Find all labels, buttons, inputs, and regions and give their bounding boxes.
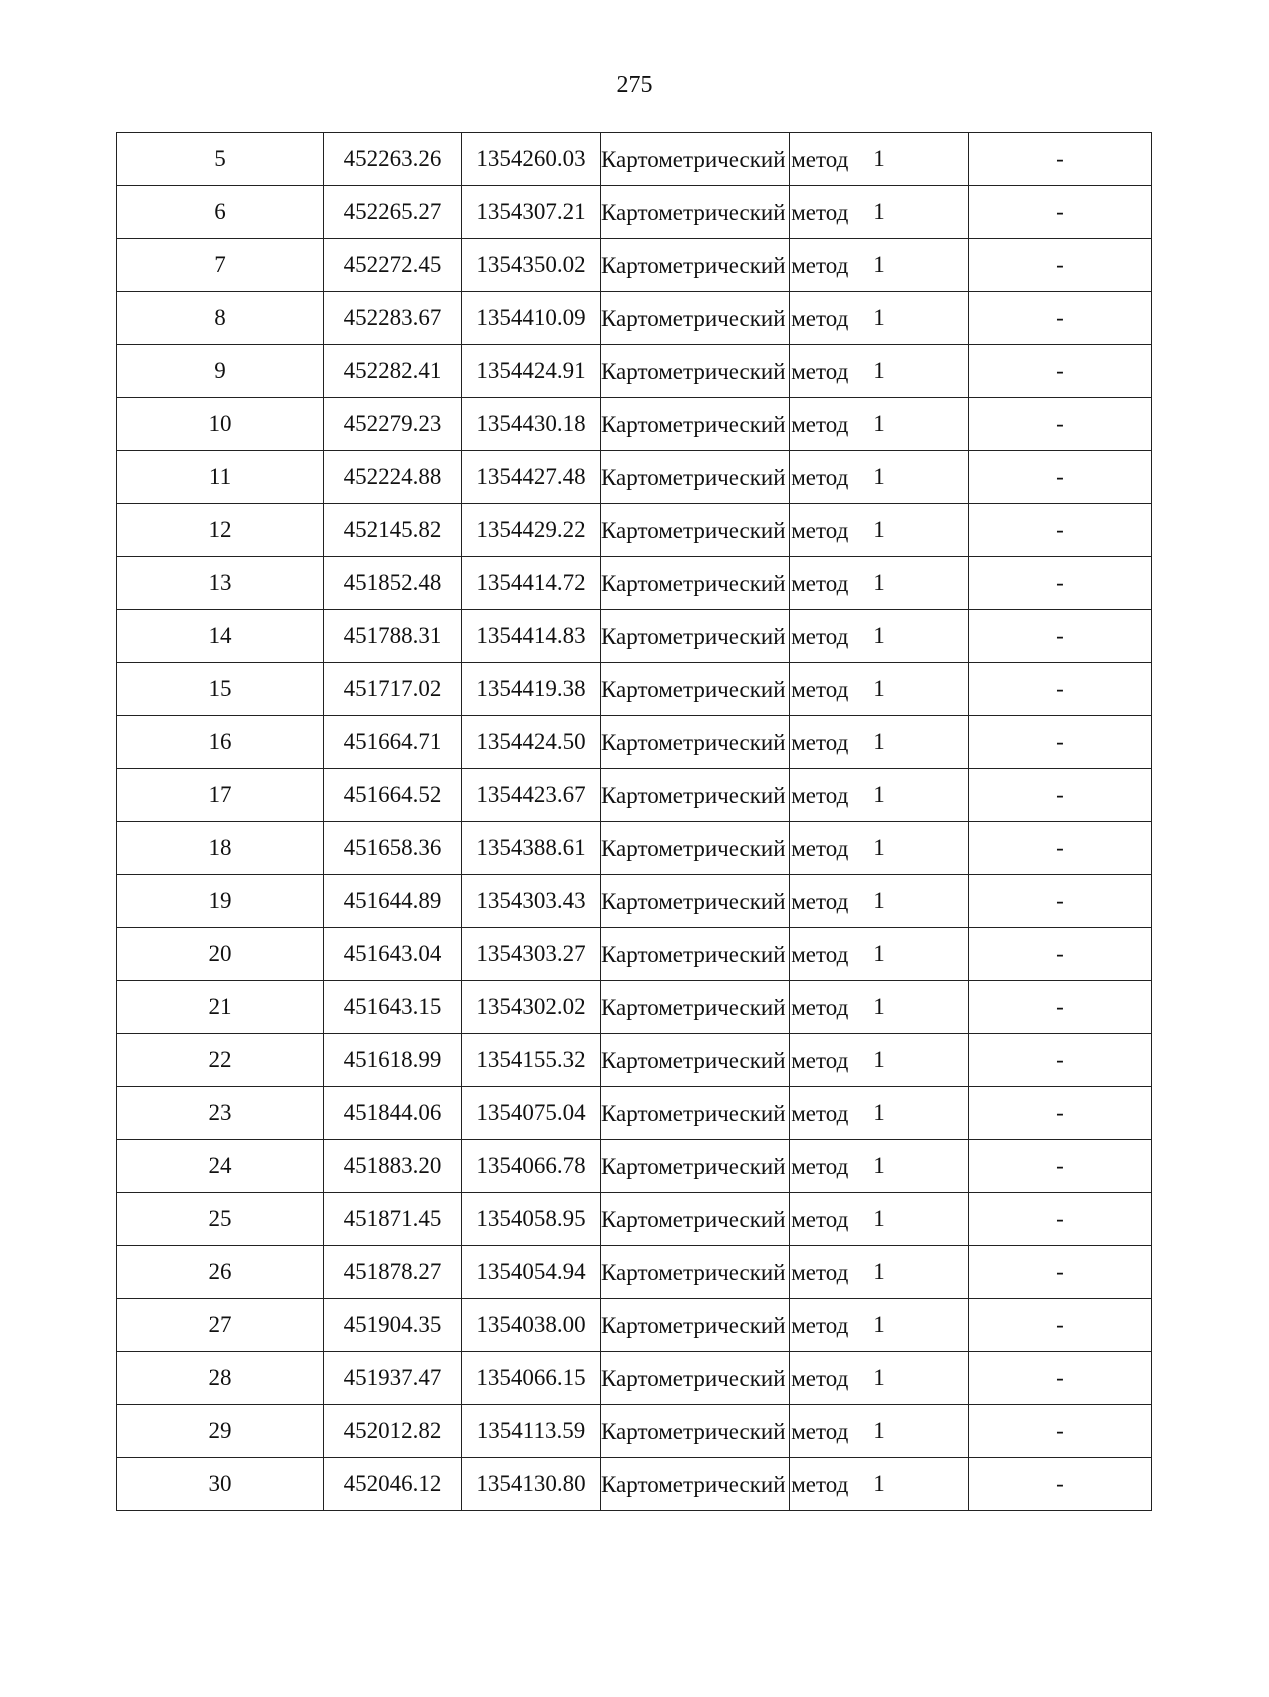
- table-row: [117, 1034, 1152, 1087]
- method-text: Картометрический метод: [601, 1366, 849, 1391]
- accuracy-cell: 1: [790, 928, 969, 981]
- point-number-cell: 13: [117, 557, 324, 610]
- method-cell: [601, 981, 849, 1034]
- table-row: [117, 663, 1152, 716]
- coordinate-y-cell: 1354130.80: [462, 1458, 601, 1511]
- description-cell: -: [969, 186, 1152, 239]
- coordinate-y-cell: 1354430.18: [462, 398, 601, 451]
- point-number-cell: 23: [117, 1087, 324, 1140]
- method-cell: [601, 928, 849, 981]
- coordinate-x-cell: 451883.20: [324, 1140, 462, 1193]
- point-number-cell: 5: [117, 133, 324, 186]
- description-cell: -: [969, 769, 1152, 822]
- coordinate-y-cell: 1354424.50: [462, 716, 601, 769]
- coordinate-x-cell: 451717.02: [324, 663, 462, 716]
- coordinate-y-cell: 1354303.27: [462, 928, 601, 981]
- coordinate-x-cell: 452145.82: [324, 504, 462, 557]
- method-text: Картометрический метод: [601, 147, 849, 172]
- table-row: [117, 1140, 1152, 1193]
- table-row: [117, 239, 1152, 292]
- accuracy-cell: 1: [790, 239, 969, 292]
- method-text: Картометрический метод: [601, 889, 849, 914]
- description-cell: -: [969, 928, 1152, 981]
- coordinate-x-cell: 451643.04: [324, 928, 462, 981]
- accuracy-cell: 1: [790, 663, 969, 716]
- point-number-cell: 29: [117, 1405, 324, 1458]
- accuracy-cell: 1: [790, 451, 969, 504]
- coordinate-y-cell: 1354429.22: [462, 504, 601, 557]
- point-number-cell: 21: [117, 981, 324, 1034]
- coordinate-y-cell: 1354388.61: [462, 822, 601, 875]
- method-text: Картометрический метод: [601, 1207, 849, 1232]
- point-number-cell: 19: [117, 875, 324, 928]
- description-cell: -: [969, 1299, 1152, 1352]
- method-cell: [601, 557, 849, 610]
- description-cell: -: [969, 1087, 1152, 1140]
- coordinate-x-cell: 451852.48: [324, 557, 462, 610]
- coordinate-y-cell: 1354038.00: [462, 1299, 601, 1352]
- accuracy-cell: 1: [790, 186, 969, 239]
- coordinate-x-cell: 452282.41: [324, 345, 462, 398]
- accuracy-cell: 1: [790, 504, 969, 557]
- accuracy-cell: 1: [790, 133, 969, 186]
- table-row: [117, 981, 1152, 1034]
- table-row: [117, 1299, 1152, 1352]
- point-number-cell: 16: [117, 716, 324, 769]
- description-cell: -: [969, 822, 1152, 875]
- accuracy-cell: 1: [790, 610, 969, 663]
- table-row: [117, 875, 1152, 928]
- point-number-cell: 18: [117, 822, 324, 875]
- method-cell: [601, 1458, 849, 1511]
- method-text: Картометрический метод: [601, 730, 849, 755]
- method-text: Картометрический метод: [601, 1419, 849, 1444]
- method-text: Картометрический метод: [601, 1048, 849, 1073]
- coordinate-x-cell: 451664.52: [324, 769, 462, 822]
- description-cell: -: [969, 504, 1152, 557]
- coordinate-x-cell: 452283.67: [324, 292, 462, 345]
- coordinate-x-cell: 451878.27: [324, 1246, 462, 1299]
- table-row: [117, 1246, 1152, 1299]
- table-row: [117, 398, 1152, 451]
- accuracy-cell: 1: [790, 1458, 969, 1511]
- table-row: [117, 1193, 1152, 1246]
- coordinate-y-cell: 1354302.02: [462, 981, 601, 1034]
- accuracy-cell: 1: [790, 557, 969, 610]
- description-cell: -: [969, 451, 1152, 504]
- accuracy-cell: 1: [790, 1140, 969, 1193]
- method-cell: [601, 345, 849, 398]
- point-number-cell: 14: [117, 610, 324, 663]
- coordinate-x-cell: 451644.89: [324, 875, 462, 928]
- coordinate-y-cell: 1354155.32: [462, 1034, 601, 1087]
- table-row: [117, 822, 1152, 875]
- method-text: Картометрический метод: [601, 1260, 849, 1285]
- coordinate-x-cell: 451664.71: [324, 716, 462, 769]
- method-cell: [601, 398, 849, 451]
- table-row: [117, 610, 1152, 663]
- point-number-cell: 20: [117, 928, 324, 981]
- method-text: Картометрический метод: [601, 1472, 849, 1497]
- coordinate-y-cell: 1354419.38: [462, 663, 601, 716]
- description-cell: -: [969, 398, 1152, 451]
- coordinate-y-cell: 1354414.72: [462, 557, 601, 610]
- description-cell: -: [969, 557, 1152, 610]
- method-cell: [601, 504, 849, 557]
- coordinate-x-cell: 452046.12: [324, 1458, 462, 1511]
- coordinate-x-cell: 451937.47: [324, 1352, 462, 1405]
- coordinate-x-cell: 451658.36: [324, 822, 462, 875]
- coordinate-y-cell: 1354066.78: [462, 1140, 601, 1193]
- method-cell: [601, 1405, 849, 1458]
- coordinate-x-cell: 451904.35: [324, 1299, 462, 1352]
- point-number-cell: 9: [117, 345, 324, 398]
- accuracy-cell: 1: [790, 1193, 969, 1246]
- method-text: Картометрический метод: [601, 200, 849, 225]
- description-cell: -: [969, 1246, 1152, 1299]
- method-cell: [601, 875, 849, 928]
- description-cell: -: [969, 716, 1152, 769]
- coordinate-x-cell: 451643.15: [324, 981, 462, 1034]
- method-text: Картометрический метод: [601, 995, 849, 1020]
- method-cell: [601, 663, 849, 716]
- accuracy-cell: 1: [790, 345, 969, 398]
- coordinate-x-cell: 451871.45: [324, 1193, 462, 1246]
- coordinate-y-cell: 1354427.48: [462, 451, 601, 504]
- accuracy-cell: 1: [790, 1087, 969, 1140]
- method-cell: [601, 1087, 849, 1140]
- coordinate-x-cell: 452263.26: [324, 133, 462, 186]
- method-text: Картометрический метод: [601, 624, 849, 649]
- point-number-cell: 28: [117, 1352, 324, 1405]
- description-cell: -: [969, 292, 1152, 345]
- method-text: Картометрический метод: [601, 1101, 849, 1126]
- description-cell: -: [969, 1405, 1152, 1458]
- coordinate-y-cell: 1354058.95: [462, 1193, 601, 1246]
- description-cell: -: [969, 133, 1152, 186]
- table-row: [117, 1405, 1152, 1458]
- coordinate-y-cell: 1354307.21: [462, 186, 601, 239]
- table-row: [117, 186, 1152, 239]
- point-number-cell: 26: [117, 1246, 324, 1299]
- description-cell: -: [969, 1140, 1152, 1193]
- point-number-cell: 17: [117, 769, 324, 822]
- coordinate-y-cell: 1354423.67: [462, 769, 601, 822]
- coordinate-x-cell: 451618.99: [324, 1034, 462, 1087]
- accuracy-cell: 1: [790, 1034, 969, 1087]
- accuracy-cell: 1: [790, 1352, 969, 1405]
- coordinate-x-cell: 451788.31: [324, 610, 462, 663]
- point-number-cell: 27: [117, 1299, 324, 1352]
- method-cell: [601, 133, 849, 186]
- accuracy-cell: 1: [790, 1246, 969, 1299]
- description-cell: -: [969, 610, 1152, 663]
- method-cell: [601, 610, 849, 663]
- table-row: [117, 716, 1152, 769]
- accuracy-cell: 1: [790, 1299, 969, 1352]
- method-cell: [601, 1140, 849, 1193]
- table-body: [117, 133, 1152, 1511]
- point-number-cell: 22: [117, 1034, 324, 1087]
- method-text: Картометрический метод: [601, 942, 849, 967]
- method-cell: [601, 1299, 849, 1352]
- method-text: Картометрический метод: [601, 783, 849, 808]
- method-cell: [601, 239, 849, 292]
- accuracy-cell: 1: [790, 822, 969, 875]
- table-row: [117, 292, 1152, 345]
- description-cell: -: [969, 1352, 1152, 1405]
- description-cell: -: [969, 345, 1152, 398]
- point-number-cell: 24: [117, 1140, 324, 1193]
- method-text: Картометрический метод: [601, 412, 849, 437]
- table-row: [117, 1458, 1152, 1511]
- coordinate-y-cell: 1354260.03: [462, 133, 601, 186]
- method-text: Картометрический метод: [601, 571, 849, 596]
- method-text: Картометрический метод: [601, 359, 849, 384]
- coordinate-x-cell: 452224.88: [324, 451, 462, 504]
- coordinate-y-cell: 1354414.83: [462, 610, 601, 663]
- method-text: Картометрический метод: [601, 836, 849, 861]
- accuracy-cell: 1: [790, 292, 969, 345]
- description-cell: -: [969, 1034, 1152, 1087]
- description-cell: -: [969, 981, 1152, 1034]
- point-number-cell: 25: [117, 1193, 324, 1246]
- method-text: Картометрический метод: [601, 306, 849, 331]
- description-cell: -: [969, 875, 1152, 928]
- table-row: [117, 133, 1152, 186]
- point-number-cell: 7: [117, 239, 324, 292]
- coordinate-x-cell: 451844.06: [324, 1087, 462, 1140]
- coordinate-y-cell: 1354410.09: [462, 292, 601, 345]
- coordinate-x-cell: 452265.27: [324, 186, 462, 239]
- page-number: 275: [616, 72, 653, 98]
- coordinate-y-cell: 1354075.04: [462, 1087, 601, 1140]
- point-number-cell: 8: [117, 292, 324, 345]
- point-number-cell: 30: [117, 1458, 324, 1511]
- method-text: Картометрический метод: [601, 253, 849, 278]
- point-number-cell: 10: [117, 398, 324, 451]
- method-cell: [601, 1246, 849, 1299]
- method-text: Картометрический метод: [601, 518, 849, 543]
- method-text: Картометрический метод: [601, 1154, 849, 1179]
- table-row: [117, 504, 1152, 557]
- description-cell: -: [969, 663, 1152, 716]
- table-row: [117, 345, 1152, 398]
- accuracy-cell: 1: [790, 875, 969, 928]
- coordinate-y-cell: 1354066.15: [462, 1352, 601, 1405]
- method-cell: [601, 186, 849, 239]
- coordinates-table: [116, 132, 1152, 1511]
- table-row: [117, 451, 1152, 504]
- method-cell: [601, 292, 849, 345]
- coordinate-x-cell: 452279.23: [324, 398, 462, 451]
- accuracy-cell: 1: [790, 981, 969, 1034]
- accuracy-cell: 1: [790, 398, 969, 451]
- method-cell: [601, 1034, 849, 1087]
- accuracy-cell: 1: [790, 769, 969, 822]
- table-row: [117, 1087, 1152, 1140]
- coordinate-x-cell: 452272.45: [324, 239, 462, 292]
- coordinate-y-cell: 1354424.91: [462, 345, 601, 398]
- point-number-cell: 12: [117, 504, 324, 557]
- point-number-cell: 11: [117, 451, 324, 504]
- method-cell: [601, 822, 849, 875]
- method-text: Картометрический метод: [601, 1313, 849, 1338]
- table-row: [117, 928, 1152, 981]
- method-cell: [601, 769, 849, 822]
- method-cell: [601, 1193, 849, 1246]
- point-number-cell: 15: [117, 663, 324, 716]
- table-row: [117, 769, 1152, 822]
- coordinate-y-cell: 1354350.02: [462, 239, 601, 292]
- accuracy-cell: 1: [790, 716, 969, 769]
- coordinate-x-cell: 452012.82: [324, 1405, 462, 1458]
- description-cell: -: [969, 239, 1152, 292]
- description-cell: -: [969, 1458, 1152, 1511]
- table-row: [117, 1352, 1152, 1405]
- table-row: [117, 557, 1152, 610]
- method-text: Картометрический метод: [601, 677, 849, 702]
- coordinate-y-cell: 1354303.43: [462, 875, 601, 928]
- coordinate-y-cell: 1354054.94: [462, 1246, 601, 1299]
- method-text: Картометрический метод: [601, 465, 849, 490]
- method-cell: [601, 1352, 849, 1405]
- coordinate-y-cell: 1354113.59: [462, 1405, 601, 1458]
- accuracy-cell: 1: [790, 1405, 969, 1458]
- description-cell: -: [969, 1193, 1152, 1246]
- method-cell: [601, 716, 849, 769]
- point-number-cell: 6: [117, 186, 324, 239]
- method-cell: [601, 451, 849, 504]
